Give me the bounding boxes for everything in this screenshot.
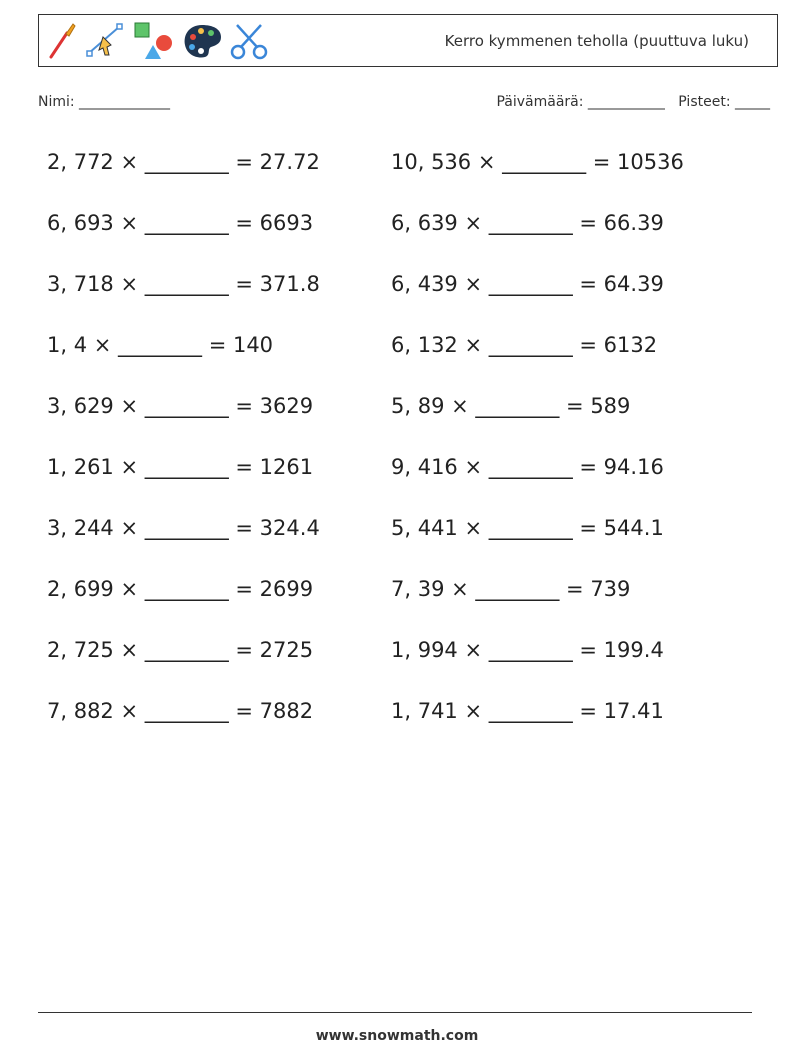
date-field: Päivämäärä: ___________ (496, 94, 665, 110)
shapes-icon (131, 21, 175, 61)
pen-tool-icon (85, 21, 125, 61)
problem-item: 1, 741 × ________ = 17.41 (391, 699, 664, 723)
problem-item: 3, 629 × ________ = 3629 (47, 394, 314, 418)
problem-row (0, 201, 794, 245)
problem-item: 5, 89 × ________ = 589 (391, 394, 631, 418)
problem-item: 2, 725 × ________ = 2725 (47, 638, 314, 662)
problem-item: 6, 693 × ________ = 6693 (47, 211, 314, 235)
problem-item: 6, 132 × ________ = 6132 (391, 333, 658, 357)
date-score-fields (496, 94, 770, 110)
palette-icon (181, 21, 223, 61)
problem-item: 1, 261 × ________ = 1261 (47, 455, 314, 479)
paintbrush-icon (45, 21, 79, 61)
problem-row (0, 323, 794, 367)
problem-row (0, 506, 794, 550)
worksheet-header (38, 14, 778, 67)
problem-row (0, 140, 794, 184)
problem-row (0, 445, 794, 489)
footer-divider (38, 1012, 752, 1013)
problem-item: 2, 699 × ________ = 2699 (47, 577, 314, 601)
problem-row (0, 689, 794, 733)
worksheet-title: Kerro kymmenen teholla (puuttuva luku) (444, 32, 749, 50)
name-field: Nimi: _____________ (38, 94, 171, 110)
header-icons (45, 19, 269, 63)
problem-item: 10, 536 × ________ = 10536 (391, 150, 684, 174)
problem-row (0, 384, 794, 428)
problem-item: 5, 441 × ________ = 544.1 (391, 516, 664, 540)
problem-item: 9, 416 × ________ = 94.16 (391, 455, 664, 479)
problem-row (0, 262, 794, 306)
problem-item: 7, 39 × ________ = 739 (391, 577, 631, 601)
problem-item: 6, 439 × ________ = 64.39 (391, 272, 664, 296)
scissors-icon (229, 21, 269, 61)
problem-row (0, 628, 794, 672)
problem-row (0, 567, 794, 611)
problem-item: 1, 994 × ________ = 199.4 (391, 638, 664, 662)
problem-item: 7, 882 × ________ = 7882 (47, 699, 314, 723)
problem-item: 6, 639 × ________ = 66.39 (391, 211, 664, 235)
problem-item: 2, 772 × ________ = 27.72 (47, 150, 320, 174)
problem-item: 3, 244 × ________ = 324.4 (47, 516, 320, 540)
score-field: Pisteet: _____ (678, 94, 770, 110)
problem-item: 1, 4 × ________ = 140 (47, 333, 274, 357)
problem-item: 3, 718 × ________ = 371.8 (47, 272, 320, 296)
footer-site: www.snowmath.com (315, 1028, 479, 1044)
